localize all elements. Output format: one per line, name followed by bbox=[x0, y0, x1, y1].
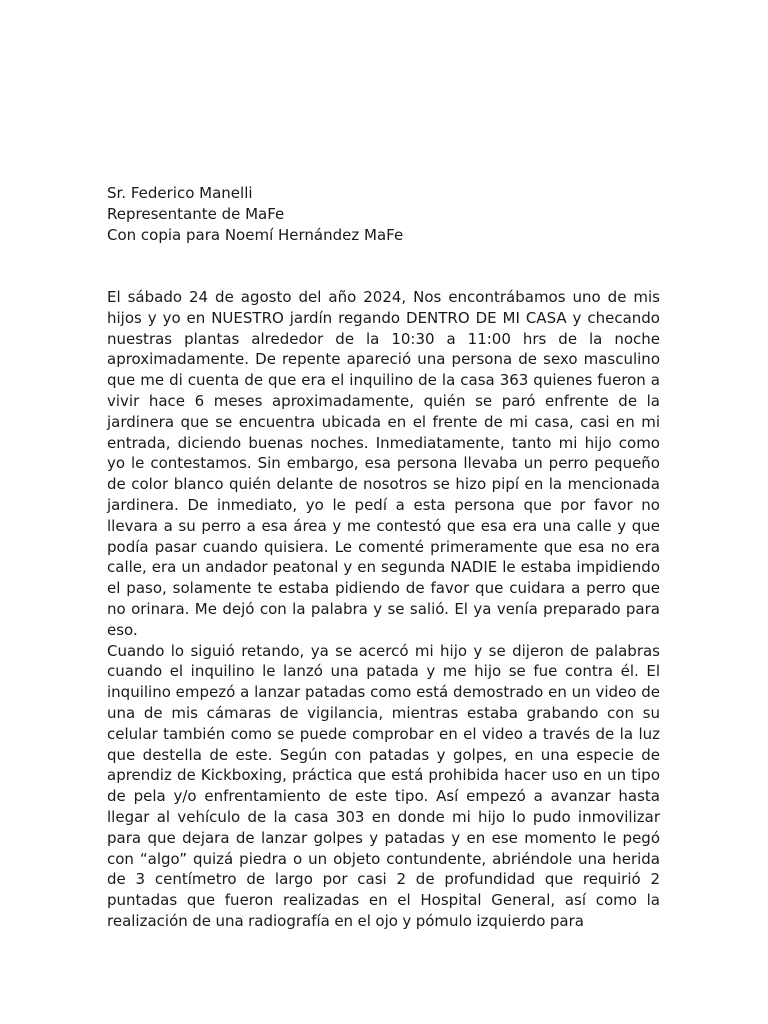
recipient-cc: Con copia para Noemí Hernández MaFe bbox=[107, 226, 404, 244]
body-paragraph-1: El sábado 24 de agosto del año 2024, Nos encontrábamos uno de mis hijos y yo en NUESTRO jardín regando DENTRO DE MI CASA y checando nuestras plantas alrededor de la 10:30 a 11:00 hrs de la noche aproximadamente. De repente apareció una persona de sexo masculino que me di cuenta de que era el inquilino de la casa 363 quienes fueron a vivir hace 6 meses aproximadamente, quién se paró enfrente de la jardinera que se encuentra ubicada en el frente de mi casa, casi en mi entrada, diciendo buenas noches. Inmediatamente, tanto mi hijo como yo le contestamos. Sin embargo, esa persona llevaba un perro pequeño de color blanco quién delante de nosotros se hizo pipí en la mencionada jardinera. De inmediato, yo le pedí a esta persona que por favor no llevara a su perro a esa área y me contestó que esa era una calle y que podía pasar cuando quisiera. Le comenté primeramente que esa no era calle, era un andador peatonal y en segunda NADIE le estaba impidiendo el paso, solamente te estaba pidiendo de favor que cuidara a perro que no orinara. Me dejó con la palabra y se salió. El ya venía preparado para eso. bbox=[107, 288, 660, 639]
letter-body bbox=[107, 287, 660, 932]
body-paragraph-2: Cuando lo siguió retando, ya se acercó mi hijo y se dijeron de palabras cuando el inquilino le lanzó una patada y me hijo se fue contra él. El inquilino empezó a lanzar patadas como está demostrado en un video de una de mis cámaras de vigilancia, mientras estaba grabando con su celular también como se puede comprobar en el video a través de la luz que destella de este. Según con patadas y golpes, en una especie de aprendiz de Kickboxing, práctica que está prohibida hacer uso en un tipo de pela y/o enfrentamiento de este tipo. Así empezó a avanzar hasta llegar al vehículo de la casa 303 en donde mi hijo lo pudo inmovilizar para que dejara de lanzar golpes y patadas y en ese momento le pegó con “algo” quizá piedra o un objeto contundente, abriéndole una herida de 3 centímetro de largo por casi 2 de profundidad que requirió 2 puntadas que fueron realizadas en el Hospital General, así como la realización de una radiografía en el ojo y pómulo izquierdo para bbox=[107, 641, 660, 930]
recipient-role: Representante de MaFe bbox=[107, 205, 285, 223]
addressee-block bbox=[107, 183, 667, 246]
recipient-name: Sr. Federico Manelli bbox=[107, 184, 253, 202]
